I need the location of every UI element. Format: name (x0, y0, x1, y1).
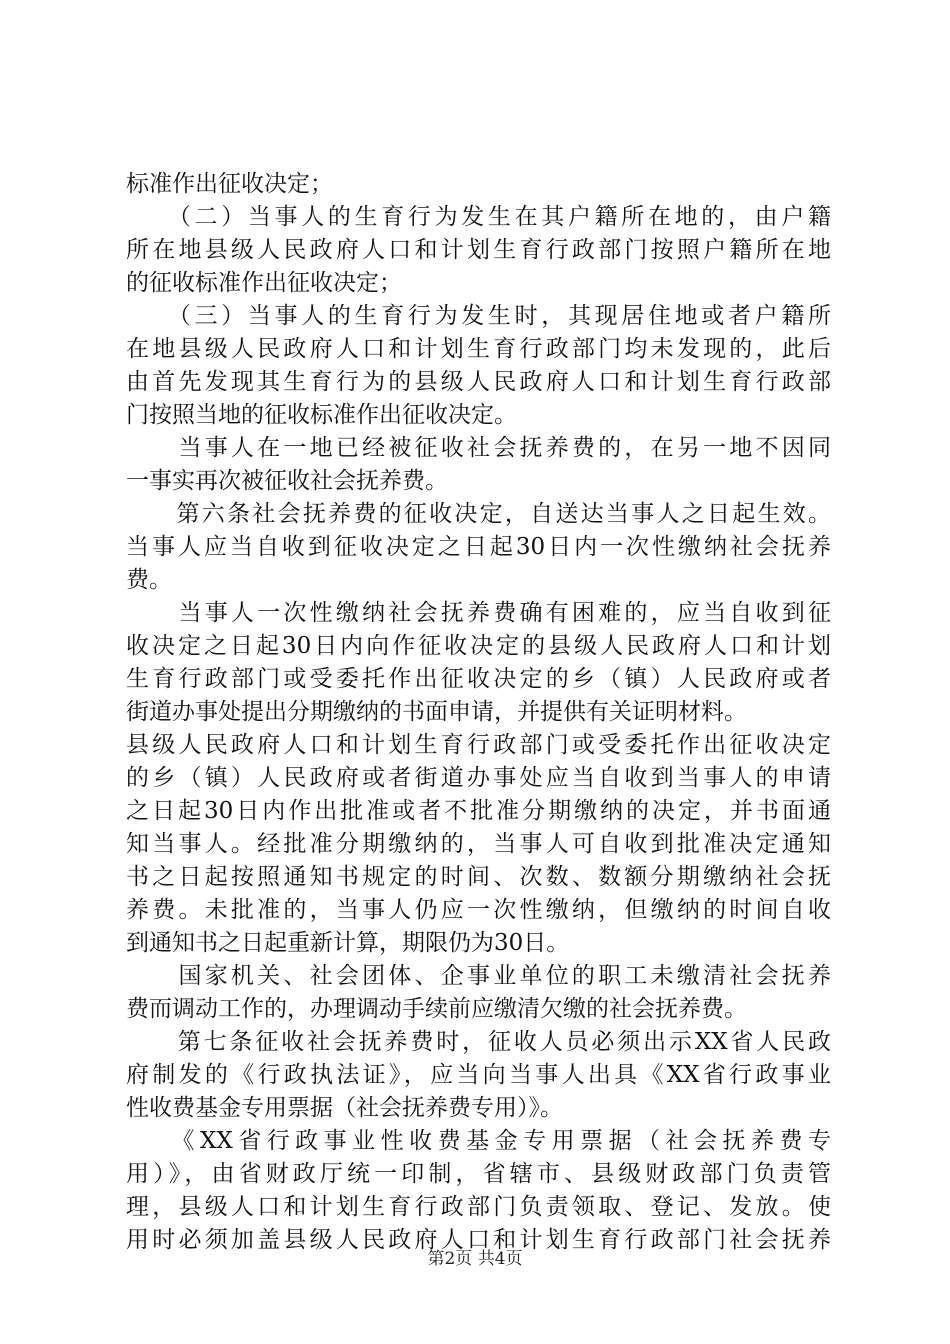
text-line: （三）当事人的生育行为发生时，其现居住地或者户籍所 (126, 303, 831, 329)
text-line: 性收费基金专用票据（社会抚养费专用）》。 (126, 1095, 563, 1121)
text-line: 一事实再次被征收社会抚养费。 (126, 468, 448, 494)
text-line: 当事人在一地已经被征收社会抚养费的，在另一地不因同 (126, 435, 831, 461)
text-line: 费。 (126, 567, 172, 593)
text-line: 在地县级人民政府人口和计划生育行政部门均未发现的，此后 (126, 336, 831, 362)
document-body (126, 168, 831, 1257)
text-line: 收决定之日起30日内向作征收决定的县级人民政府人口和计划 (126, 633, 831, 659)
text-line: 第七条征收社会抚养费时，征收人员必须出示XX省人民政 (126, 1029, 831, 1055)
text-line: 《XX省行政事业性收费基金专用票据（社会抚养费专 (126, 1128, 831, 1154)
text-line: 府制发的《行政执法证》，应当向当事人出具《XX省行政事业 (126, 1062, 831, 1088)
text-line: 街道办事处提出分期缴纳的书面申请，并提供有关证明材料。 (126, 699, 747, 725)
text-line: 县级人民政府人口和计划生育行政部门或受委托作出征收决定 (126, 732, 831, 758)
text-line: 知当事人。经批准分期缴纳的，当事人可自收到批准决定通知 (126, 831, 831, 857)
text-line: 当事人应当自收到征收决定之日起30日内一次性缴纳社会抚养 (126, 534, 831, 560)
text-line: 所在地县级人民政府人口和计划生育行政部门按照户籍所在地 (126, 237, 831, 263)
text-line: 当事人一次性缴纳社会抚养费确有困难的，应当自收到征 (126, 600, 831, 626)
text-line: 用）》，由省财政厅统一印制，省辖市、县级财政部门负责管 (126, 1161, 831, 1187)
text-line: 门按照当地的征收标准作出征收决定。 (126, 402, 517, 428)
text-line: 之日起30日内作出批准或者不批准分期缴纳的决定，并书面通 (126, 798, 831, 824)
text-line: （二）当事人的生育行为发生在其户籍所在地的，由户籍 (126, 204, 831, 230)
text-line: 第六条社会抚养费的征收决定，自送达当事人之日起生效。 (126, 501, 831, 527)
page-footer: 第2页 共4页 (427, 1249, 523, 1269)
text-line: 理，县级人口和计划生育行政部门负责领取、登记、发放。使 (126, 1194, 831, 1220)
text-line: 用时必须加盖县级人民政府人口和计划生育行政部门社会抚养 (126, 1227, 831, 1253)
text-line: 标准作出征收决定； (126, 171, 333, 197)
text-line: 的乡（镇）人民政府或者街道办事处应当自收到当事人的申请 (126, 765, 831, 791)
text-line: 到通知书之日起重新计算，期限仍为30日。 (126, 930, 570, 956)
text-line: 养费。未批准的，当事人仍应一次性缴纳，但缴纳的时间自收 (126, 897, 831, 923)
text-line: 的征收标准作出征收决定； (126, 270, 402, 296)
text-line: 费而调动工作的，办理调动手续前应缴清欠缴的社会抚养费。 (126, 996, 747, 1022)
text-line: 生育行政部门或受委托作出征收决定的乡（镇）人民政府或者 (126, 666, 831, 692)
text-line: 国家机关、社会团体、企事业单位的职工未缴清社会抚养 (126, 963, 831, 989)
text-line: 由首先发现其生育行为的县级人民政府人口和计划生育行政部 (126, 369, 831, 395)
text-line: 书之日起按照通知书规定的时间、次数、数额分期缴纳社会抚 (126, 864, 831, 890)
